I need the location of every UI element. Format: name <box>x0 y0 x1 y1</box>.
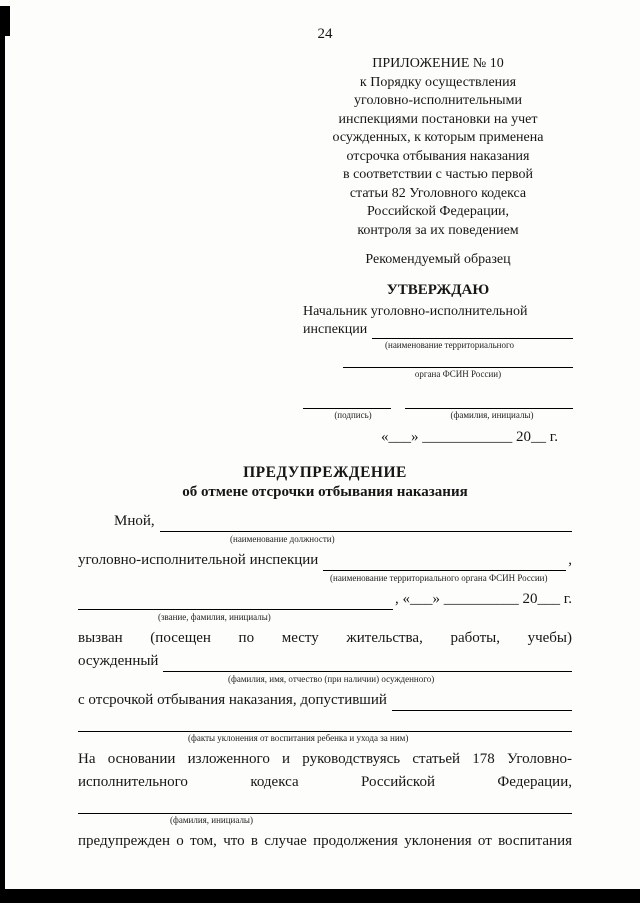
blank-line <box>78 795 572 814</box>
appendix-line: осужденных, к которым применена <box>332 130 544 145</box>
appendix-line: ПРИЛОЖЕНИЕ № 10 <box>372 56 504 71</box>
body-line-basis: На основании изложенного и руководствуясь статьей 178 Уголовно- <box>78 751 572 767</box>
blank-line <box>160 514 572 532</box>
approval-inspection-label: инспекции <box>303 322 368 337</box>
date-tail: , «___» __________ 20___ г. <box>395 591 572 607</box>
approval-block <box>303 282 573 446</box>
warning-body <box>78 511 572 852</box>
signature-captions-row <box>303 410 573 421</box>
caption-rank: (звание, фамилия, инициалы) <box>158 612 271 622</box>
body-line-rank-date <box>78 589 572 610</box>
body-line-convict <box>78 651 572 672</box>
appendix-line: к Порядку осуществления <box>359 74 517 90</box>
scan-artifact-top-left <box>0 6 10 36</box>
blank-line <box>78 713 572 732</box>
approval-date-line: «___» ____________ 20__ г. <box>381 429 558 445</box>
appendix-line: в соответствии с частью первой <box>342 167 534 182</box>
author-label: Мной, <box>114 513 155 529</box>
appendix-line: отсрочка отбывания наказания <box>346 148 530 164</box>
convict-label: осужденный <box>78 653 159 669</box>
approval-title: УТВЕРЖДАЮ <box>386 282 490 298</box>
page-number: 24 <box>317 26 333 42</box>
recommended-sample-note: Рекомендуемый образец <box>365 252 511 267</box>
appendix-line: статьи 82 Уголовного кодекса <box>349 185 527 201</box>
signature-blank <box>303 394 391 409</box>
blank-line <box>372 323 573 339</box>
caption-evasion-facts: (факты уклонения от воспитания ребенка и ухода за ним) <box>188 733 409 743</box>
approval-head-line: Начальник уголовно-исполнительной <box>303 304 528 319</box>
caption-territorial-part2: органа ФСИН России) <box>414 369 502 379</box>
blank-line <box>392 693 572 711</box>
blank-line <box>78 592 393 610</box>
body-line-code: исполнительного кодекса Российской Федерации, <box>78 774 572 790</box>
appendix-line: инспекциями постановки на учет <box>338 111 538 127</box>
caption-name: (фамилия, инициалы) <box>450 410 534 420</box>
body-line-inspection <box>78 550 572 571</box>
body-line-author <box>78 511 572 532</box>
scan-artifact-bottom-edge <box>0 889 640 903</box>
blank-line <box>163 654 572 672</box>
appendix-line: контроля за их поведением <box>357 222 519 238</box>
caption-convict-name: (фамилия, имя, отчество (при наличии) осужденного) <box>228 674 435 684</box>
appendix-line: Российской Федерации, <box>366 204 510 219</box>
blank-line <box>323 553 566 571</box>
caption-signature: (подпись) <box>334 410 372 420</box>
caption-position: (наименование должности) <box>230 534 335 544</box>
caption-territorial-organ: (наименование территориального органа ФСИН России) <box>330 573 548 583</box>
approval-inspection-line <box>303 321 573 339</box>
caption-surname-initials: (фамилия, инициалы) <box>170 815 253 825</box>
appendix-line: уголовно-исполнительными <box>354 93 522 108</box>
body-line-summoned: вызван (посещен по месту жительства, работы, учебы) <box>78 630 572 646</box>
appendix-block <box>303 55 573 446</box>
warning-title: ПРЕДУПРЕЖДЕНИЕ <box>243 464 407 481</box>
name-blank <box>405 394 573 409</box>
body-line-deferral <box>78 690 572 711</box>
blank-line <box>343 353 573 368</box>
warning-subtitle: об отмене отсрочки отбывания наказания <box>182 484 468 500</box>
caption-territorial-part1: (наименование территориального <box>385 340 514 350</box>
inspection-comma: , <box>568 552 572 568</box>
scan-artifact-left-edge <box>0 6 5 893</box>
inspection-label: уголовно-исполнительной инспекции <box>78 552 319 568</box>
body-line-warned: предупрежден о том, что в случае продолжения уклонения от воспитания <box>78 833 572 849</box>
signature-row <box>303 394 573 409</box>
deferral-label: с отсрочкой отбывания наказания, допустивший <box>78 692 387 708</box>
